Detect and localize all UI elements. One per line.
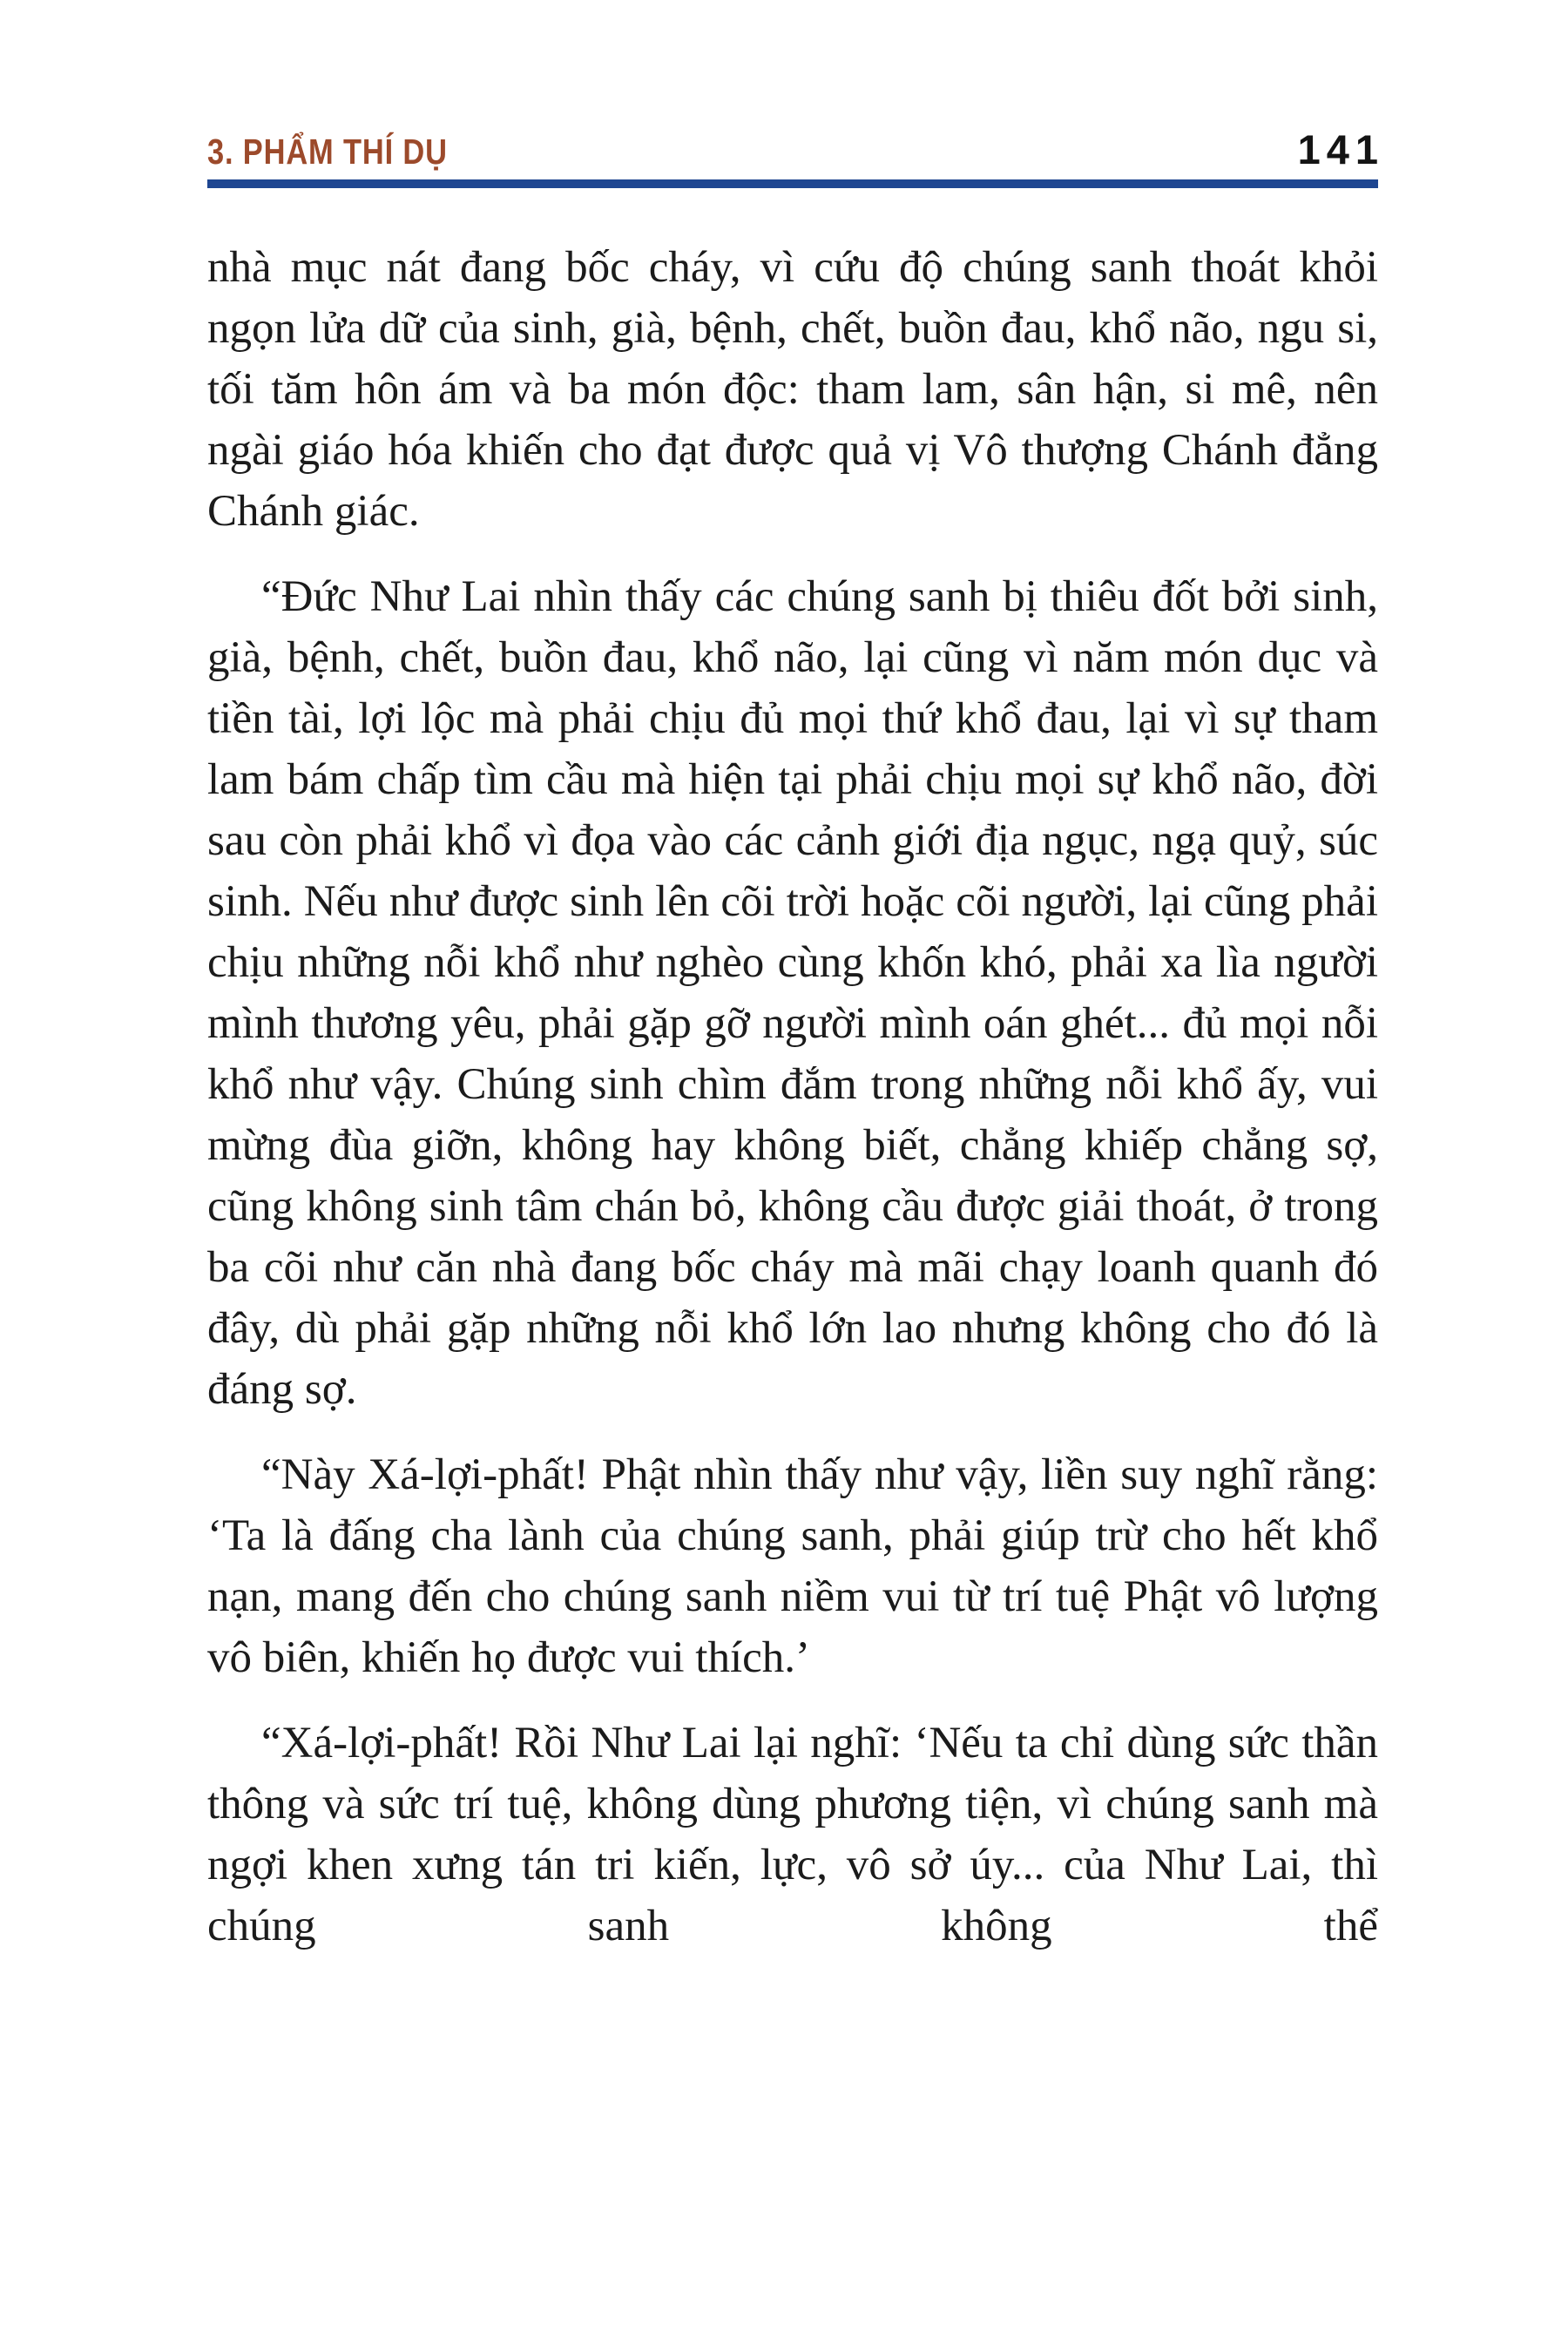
chapter-title: 3. PHẨM THÍ DỤ <box>207 132 448 172</box>
body-text <box>207 237 1378 1957</box>
paragraph: “Đức Như Lai nhìn thấy các chúng sanh bị thiêu đốt bởi sinh, già, bệnh, chết, buồn đau, khổ não, lại cũng vì năm món dục và tiền tài, lợi lộc mà phải chịu đủ mọi thứ khổ đau, lại vì sự tham lam bám chấp tìm cầu mà hiện tại phải chịu mọi sự khổ não, đời sau còn phải khổ vì đọa vào các cảnh giới địa ngục, ngạ quỷ, súc sinh. Nếu như được sinh lên cõi trời hoặc cõi người, lại cũng phải chịu những nỗi khổ như nghèo cùng khốn khó, phải xa lìa người mình thương yêu, phải gặp gỡ người mình oán ghét... đủ mọi nỗi khổ như vậy. Chúng sinh chìm đắm trong những nỗi khổ ấy, vui mừng đùa giỡn, không hay không biết, chẳng khiếp chẳng sợ, cũng không sinh tâm chán bỏ, không cầu được giải thoát, ở trong ba cõi như căn nhà đang bốc cháy mà mãi chạy loanh quanh đó đây, dù phải gặp những nỗi khổ lớn lao nhưng không cho đó là đáng sợ. <box>207 572 1378 1414</box>
header-rule-divider <box>207 179 1378 188</box>
paragraph-continuation: nhà mục nát đang bốc cháy, vì cứu độ chúng sanh thoát khỏi ngọn lửa dữ của sinh, già, bệnh, chết, buồn đau, khổ não, ngu si, tối tăm hôn ám và ba món độc: tham lam, sân hận, si mê, nên ngài giáo hóa khiến cho đạt được quả vị Vô thượng Chánh đẳng Chánh giác. <box>207 243 1378 536</box>
paragraph-continues-next-page: “Xá-lợi-phất! Rồi Như Lai lại nghĩ: ‘Nếu ta chỉ dùng sức thần thông và sức trí tuệ, không dùng phương tiện, vì chúng sanh mà ngợi khen xưng tán tri kiến, lực, vô sở úy... của Như Lai, thì chúng sanh không thể <box>207 1719 1378 1950</box>
page-header <box>207 126 1384 172</box>
page-number: 141 <box>1297 126 1384 172</box>
paragraph: “Này Xá-lợi-phất! Phật nhìn thấy như vậy, liền suy nghĩ rằng: ‘Ta là đấng cha lành của chúng sanh, phải giúp trừ cho hết khổ nạn, mang đến cho chúng sanh niềm vui từ trí tuệ Phật vô lượng vô biên, khiến họ được vui thích.’ <box>207 1450 1378 1682</box>
